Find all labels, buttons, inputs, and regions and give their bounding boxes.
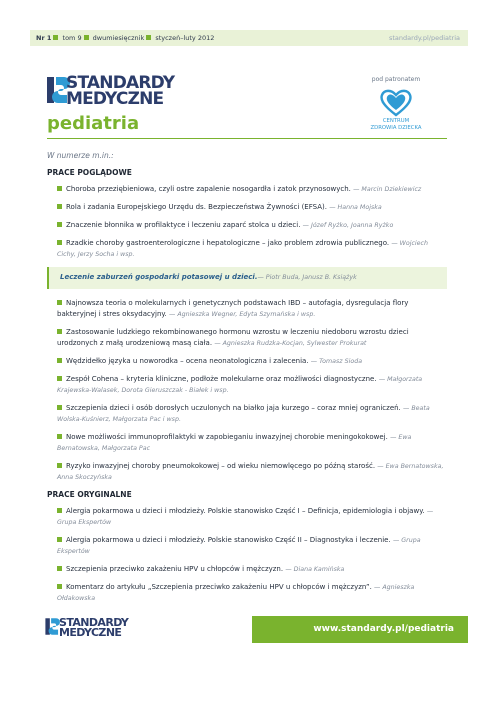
bullet-square-icon — [57, 508, 62, 513]
article-title: Znaczenie błonnika w profilaktyce i leczeniu zaparć stolca u dzieci. — [66, 221, 301, 229]
article-authors: — Ewa Bernatowska, Anna Skoczyńska — [57, 463, 444, 481]
list-item — [47, 327, 447, 349]
bullet-square-icon — [57, 584, 62, 589]
list-item — [47, 461, 447, 483]
bullet-square-icon — [57, 358, 62, 363]
article-authors: — Agnieszka Rudzka-Kocjan, Sylwester Prokurat — [214, 340, 367, 347]
article-authors: — Ewa Bernatowska, Małgorzata Pac — [57, 434, 412, 452]
footer-url-link[interactable]: www.standardy.pl/pediatria — [313, 624, 454, 634]
intro-text: W numerze m.in.: — [47, 151, 114, 160]
bullet-square-icon — [57, 300, 62, 305]
issue-volume: tom 9 — [62, 34, 82, 42]
footer-url-bar — [252, 616, 468, 643]
bullet-square-icon — [57, 204, 62, 209]
issue-bar — [30, 30, 468, 46]
bullet-square-icon — [57, 566, 62, 571]
article-title: Nowe możliwości immunoprofilaktyki w zapobieganiu inwazyjnej chorobie meningokokowej. — [66, 433, 388, 441]
bullet-square-icon — [146, 35, 151, 40]
article-title: Szczepienia dzieci i osób dorosłych uczulonych na białko jaja kurzego – coraz mniej ograniczeń. — [66, 404, 401, 412]
logo-line-2: MEDYCZNE — [66, 89, 164, 109]
featured-article-authors: — Piotr Buda, Janusz B. Książyk — [257, 274, 357, 281]
issue-info — [36, 34, 214, 42]
article-authors: — Wojciech Cichy, Jerzy Socha i wsp. — [57, 240, 428, 258]
article-authors: — Józef Ryżko, Joanna Ryżko — [302, 222, 394, 229]
article-title: Choroba przeziębieniowa, czyli ostre zapalenie nosogardła i zatok przynosowych. — [66, 185, 351, 193]
bullet-square-icon — [57, 537, 62, 542]
issue-frequency: dwumiesięcznik — [92, 34, 145, 42]
patron-name — [350, 118, 442, 132]
bullet-square-icon — [57, 186, 62, 191]
footer-logo-line-1: STANDARDY — [59, 616, 129, 629]
article-title: Alergia pokarmowa u dzieci i młodzieży. Polskie stanowisko Część I – Definicja, epidemiologia i objawy. — [66, 507, 425, 515]
list-item — [47, 184, 447, 195]
bullet-square-icon — [53, 35, 58, 40]
article-title: Zespół Cohena – kryteria kliniczne, podłoże molekularne oraz możliwości diagnostyczne. — [66, 375, 377, 383]
article-authors: — Agnieszka Wegner, Edyta Szymańska i wsp. — [169, 311, 316, 318]
list-item — [47, 220, 447, 231]
issue-number: Nr 1 — [36, 34, 52, 42]
footer-logo-line-2: MEDYCZNE — [59, 626, 122, 639]
table-of-contents — [47, 168, 447, 611]
heart-logo-icon — [378, 87, 414, 117]
patron-name-line-1: CENTRUM — [382, 118, 410, 124]
divider — [47, 138, 447, 139]
list-item — [47, 202, 447, 213]
logo-line-1: STANDARDY — [66, 73, 175, 93]
article-title: Wędzidełko języka u noworodka – ocena neonatologiczna i zalecenia. — [66, 357, 309, 365]
original-heading: PRACE ORYGINALNE — [47, 490, 132, 499]
article-title: Szczepienia przeciwko zakażeniu HPV u chłopców i mężczyzn. — [66, 565, 284, 573]
bullet-square-icon — [57, 463, 62, 468]
article-title: Rola i zadania Europejskiego Urzędu ds. Bezpieczeństwa Żywności (EFSA). — [66, 203, 327, 211]
footer-wordmark — [59, 618, 128, 638]
bullet-square-icon — [57, 329, 62, 334]
issue-date: styczeń–luty 2012 — [155, 34, 215, 42]
review-heading: PRACE POGLĄDOWE — [47, 168, 132, 177]
article-authors: — Tomasz Sioda — [310, 358, 363, 365]
featured-article — [47, 267, 447, 289]
article-title: Zastosowanie ludzkiego rekombinowanego hormonu wzrostu w leczeniu niedoboru wzrostu dzieci urodzonych z małą urodzeniową masą ciała. — [57, 328, 409, 347]
section-title: pediatria — [47, 113, 140, 134]
header-url-link[interactable]: standardy.pl/pediatria — [389, 34, 460, 42]
article-authors: — Hanna Mojska — [329, 204, 382, 211]
article-authors: — Grupa Ekspertów — [57, 537, 421, 555]
bullet-square-icon — [57, 405, 62, 410]
article-authors: — Marcin Dziekiewicz — [353, 186, 422, 193]
list-item — [47, 298, 447, 320]
patronage-block — [350, 76, 442, 132]
list-item — [47, 356, 447, 367]
article-title: Najnowsza teoria o molekularnych i genetycznych podstawach IBD – autofagia, dysregulacja flory bakteryjnej i stres oksydacyjny. — [57, 299, 409, 318]
list-item — [47, 564, 447, 575]
list-item — [47, 506, 447, 528]
article-authors: — Agnieszka Ołdakowska — [57, 584, 415, 602]
bullet-square-icon — [57, 240, 62, 245]
article-authors: — Grupa Ekspertów — [57, 508, 434, 526]
bullet-square-icon — [84, 35, 89, 40]
logo-wordmark — [66, 75, 174, 107]
article-authors: — Diana Kamińska — [285, 566, 345, 573]
list-item — [47, 238, 447, 260]
bullet-square-icon — [57, 222, 62, 227]
bullet-square-icon — [57, 434, 62, 439]
bullet-square-icon — [57, 376, 62, 381]
article-title: Rzadkie choroby gastroenterologiczne i hepatologiczne – jako problem zdrowia publicznego. — [66, 239, 390, 247]
article-title: Alergia pokarmowa u dzieci i młodzieży. Polskie stanowisko Część II – Diagnostyka i leczenie. — [66, 536, 391, 544]
featured-article-title: Leczenie zaburzeń gospodarki potasowej u dzieci. — [60, 273, 258, 281]
article-title: Komentarz do artykułu „Szczepienia przeciwko zakażeniu HPV u chłopców i mężczyzn”. — [66, 583, 372, 591]
article-authors: — Beata Wolska-Kuśnierz, Małgorzata Pac i wsp. — [57, 405, 430, 423]
patron-label: pod patronatem — [371, 76, 421, 83]
list-item — [47, 535, 447, 557]
list-item — [47, 432, 447, 454]
list-item — [47, 403, 447, 425]
list-item — [47, 374, 447, 396]
list-item — [47, 582, 447, 604]
patron-name-line-2: ZDROWIA DZIECKA — [370, 125, 422, 131]
article-authors: — Małgorzata Krajewska-Walasek, Dorota Gieruszczak - Białek i wsp. — [57, 376, 423, 394]
article-title: Ryzyko inwazyjnej choroby pneumokokowej – od wieku niemowlęcego po późną starość. — [66, 462, 376, 470]
